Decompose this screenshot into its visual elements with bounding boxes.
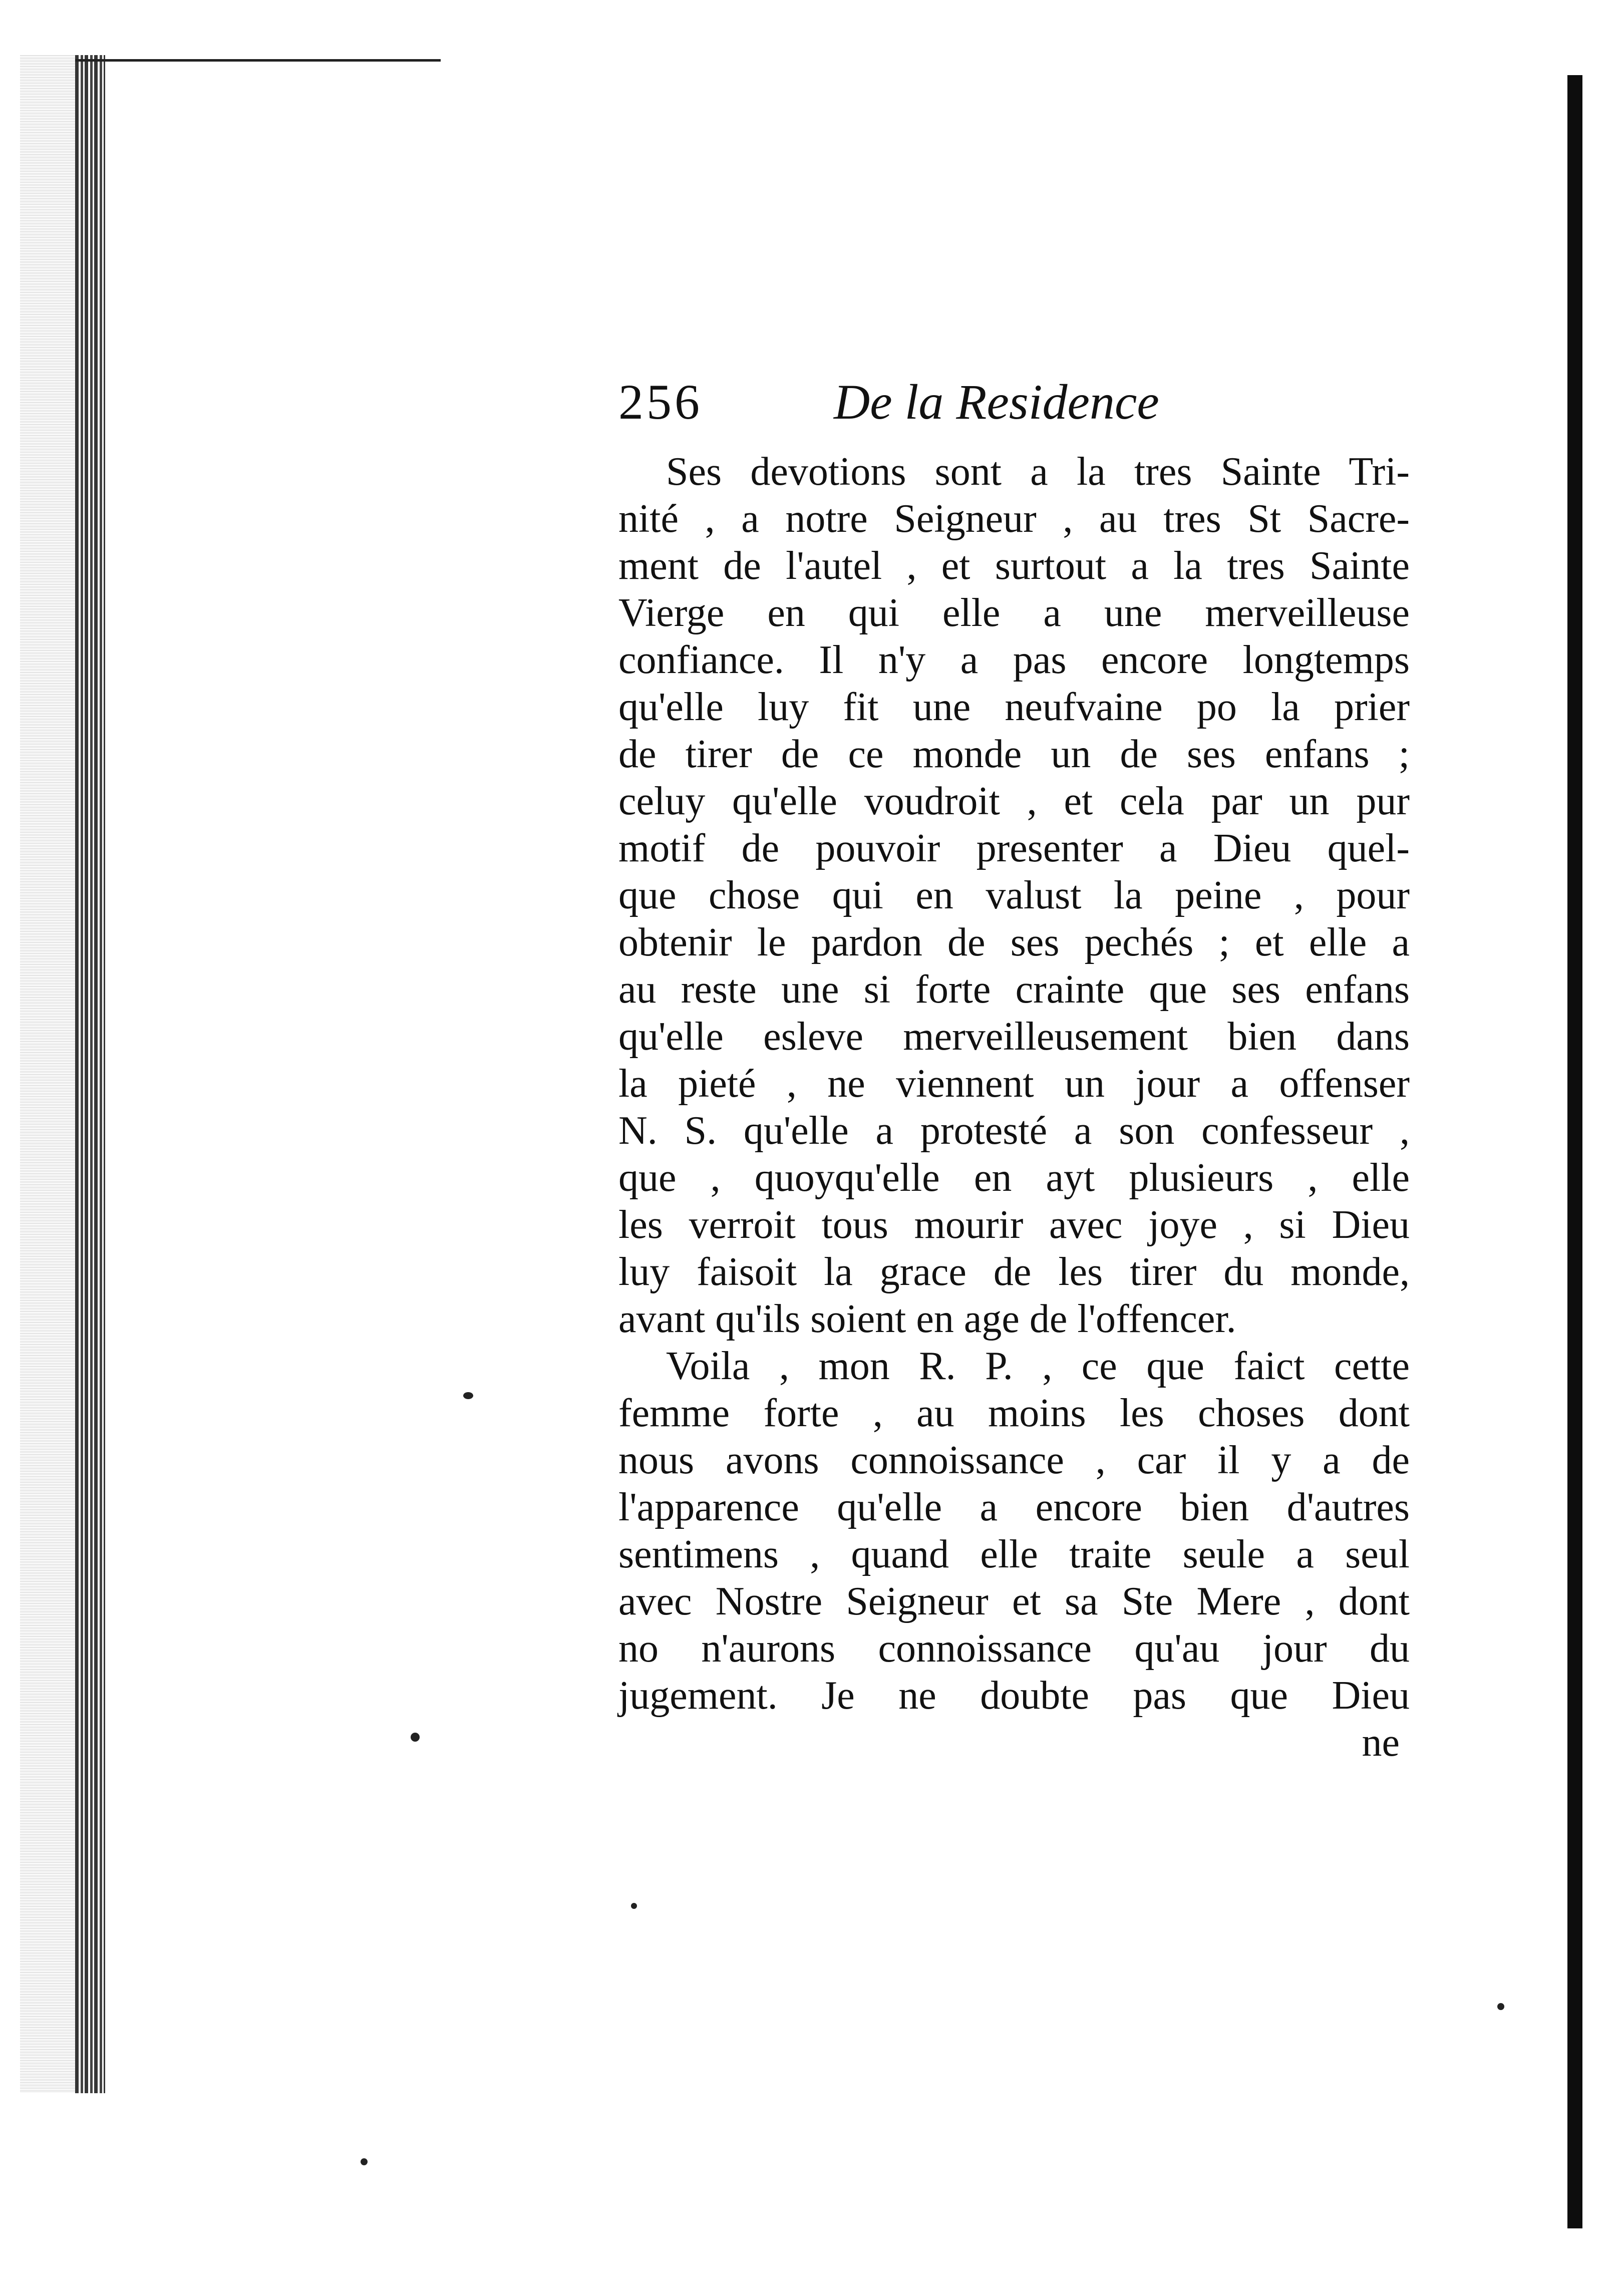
ink-speck xyxy=(463,1392,473,1399)
text-line: jugement. Je ne doubte pas que Dieu xyxy=(618,1674,1410,1718)
page-number: 256 xyxy=(618,374,703,430)
ink-speck xyxy=(1497,2003,1504,2010)
ink-speck xyxy=(411,1733,420,1742)
text-line: avant qu'ils soient en age de l'offencer. xyxy=(618,1297,1236,1341)
text-line: les verroit tous mourir avec joye , si Dieu xyxy=(618,1203,1410,1247)
page-text-block xyxy=(618,373,1410,1766)
text-line: nité , a notre Seigneur , au tres St Sacre- xyxy=(618,497,1410,541)
text-line: sentimens , quand elle traite seule a seul xyxy=(618,1532,1410,1576)
text-line: confiance. Il n'y a pas encore longtemps xyxy=(618,638,1410,682)
text-line: nous avons connoissance , car il y a de xyxy=(618,1438,1410,1482)
text-line: femme forte , au moins les choses dont xyxy=(618,1391,1410,1435)
text-line: no n'aurons connoissance qu'au jour du xyxy=(618,1626,1410,1671)
text-line: avec Nostre Seigneur et sa Ste Mere , dont xyxy=(618,1579,1410,1623)
text-line: celuy qu'elle voudroit , et cela par un pur xyxy=(618,779,1410,823)
catchword: ne xyxy=(1362,1721,1400,1765)
text-line: N. S. qu'elle a protesté a son confesseur , xyxy=(618,1109,1410,1153)
text-line: de tirer de ce monde un de ses enfans ; xyxy=(618,732,1410,776)
page-header xyxy=(618,373,1410,448)
ink-speck xyxy=(631,1903,637,1909)
text-line: la pieté , ne viennent un jour a offenser xyxy=(618,1062,1410,1106)
ink-speck xyxy=(361,2158,368,2165)
text-line: ment de l'autel , et surtout a la tres Sainte xyxy=(618,544,1410,588)
running-title: De la Residence xyxy=(834,374,1159,430)
text-line: au reste une si forte crainte que ses enfans xyxy=(618,967,1410,1012)
book-binding-edge xyxy=(75,55,105,2093)
text-line: qu'elle esleve merveilleusement bien dans xyxy=(618,1015,1410,1059)
text-line: l'apparence qu'elle a encore bien d'autres xyxy=(618,1485,1410,1529)
text-line: que , quoyqu'elle en ayt plusieurs , elle xyxy=(618,1156,1410,1200)
text-line: Ses devotions sont a la tres Sainte Tri- xyxy=(666,450,1410,494)
top-edge-rule xyxy=(75,59,441,62)
right-page-edge xyxy=(1567,75,1582,2228)
text-line: motif de pouvoir presenter a Dieu quel- xyxy=(618,826,1410,870)
text-line: qu'elle luy fit une neufvaine po la prier xyxy=(618,685,1410,729)
text-line: luy faisoit la grace de les tirer du monde, xyxy=(618,1250,1410,1294)
text-line: Voila , mon R. P. , ce que faict cette xyxy=(666,1344,1410,1388)
text-line: obtenir le pardon de ses pechés ; et elle a xyxy=(618,920,1410,964)
body-text xyxy=(618,448,1410,1719)
text-line: Vierge en qui elle a une merveilleuse xyxy=(618,591,1410,635)
text-line: que chose qui en valust la peine , pour xyxy=(618,873,1410,917)
binding-shadow xyxy=(20,55,75,2093)
